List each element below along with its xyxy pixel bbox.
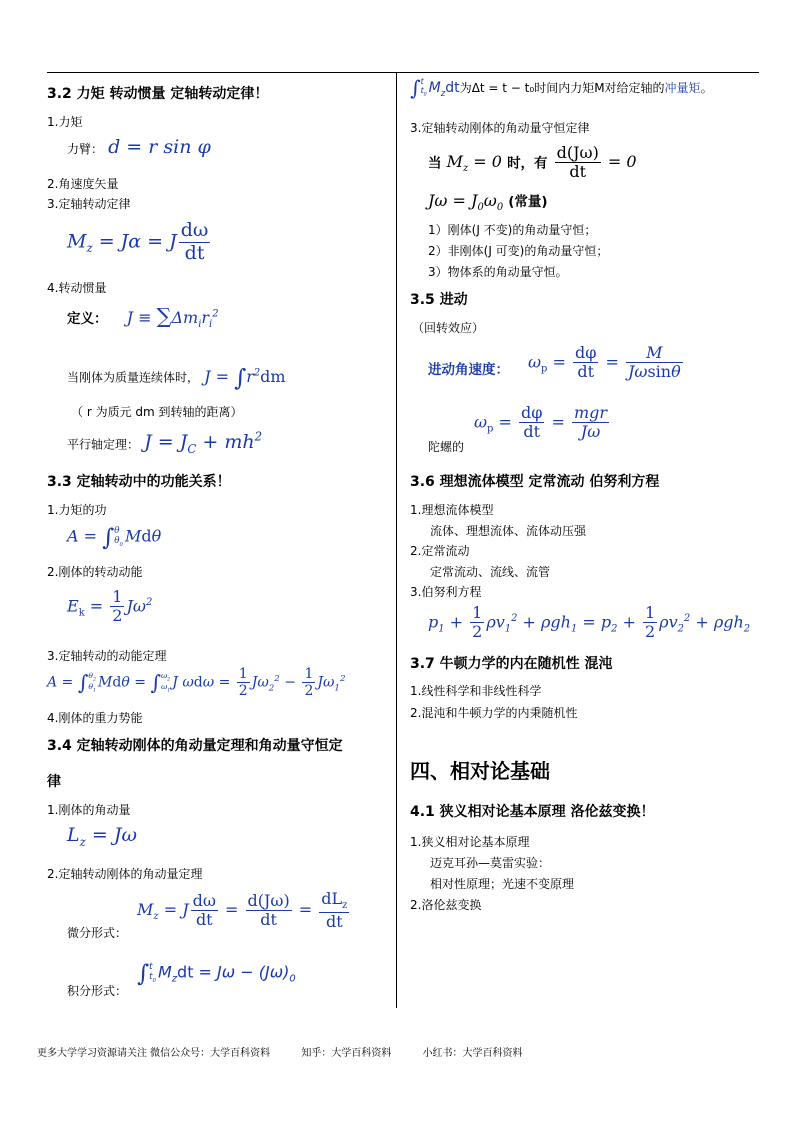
ie-row — [428, 190, 548, 213]
footer-xhs: 小红书：大学百科资料 — [422, 1048, 523, 1059]
when-label: 当 — [428, 155, 442, 172]
force-arm-formula: d = r sin φ — [108, 136, 211, 158]
section-3-5-title: 3.5 进动 — [410, 292, 468, 308]
kinetic-energy-formula: $E_k$ = $\frac{1}{2}$ $J\omega^2$ — [67, 587, 153, 626]
michelson-morley: 迈克耳孙—莫雷实验： — [430, 856, 551, 870]
conservation-item-1: 1）刚体(J 不变)的角动量守恒； — [428, 223, 597, 237]
column-divider — [396, 72, 397, 1008]
chapter-4-title: 四、相对论基础 — [410, 759, 550, 783]
impulse-integral: ∫ t $t_0$ $M_zdt$ — [410, 76, 460, 100]
item-kinetic-energy: 2.刚体的转动动能 — [47, 565, 143, 579]
item-angular-velocity: 2.角速度矢量 — [47, 177, 119, 191]
force-arm-row — [67, 136, 211, 158]
item-torque: 1.力矩 — [47, 115, 83, 129]
section-3-7-title: 3.7 牛顿力学的内在随机性 混沌 — [410, 656, 613, 672]
continuous-row — [67, 364, 286, 391]
impulse-term: 冲量矩 — [664, 80, 701, 95]
gyro-label: 陀螺的 — [428, 440, 465, 454]
rotation-law-formula: $M_z = J\alpha = J$ $\frac{d\omega}{dt}$ — [67, 219, 209, 264]
parallel-axis-formula: $J = J_C + mh^2$ — [144, 430, 263, 457]
conservation-item-2: 2）非刚体(J 可变)的角动量守恒； — [428, 244, 609, 258]
item-conservation-law: 3.定轴转动刚体的角动量守恒定律 — [410, 121, 590, 135]
section-4-1-title: 4.1 狭义相对论基本原理 洛伦兹变换！ — [410, 804, 655, 820]
section-3-2-title: 3.2 力矩 转动惯量 定轴转动定律！ — [47, 86, 269, 102]
gyro-formula: $\omega_p$ = $\frac{d\varphi}{dt}$ = $\frac{\text{mgr}}{J\omega}$ — [474, 403, 608, 442]
ie-formula: $J\omega = J_0\omega_0$ — [428, 191, 504, 214]
item-bernoulli: 3.伯努利方程 — [410, 585, 482, 599]
angular-momentum-formula: $L_z = J\omega$ — [67, 824, 137, 849]
bernoulli-formula: $p_1$ + $\frac{1}{2}$ $\rho v_1^2 + \rho gh_1 = p_2$ + $\frac{1}{2}$ $\rho v_2^2 + \rho gh_2$ — [428, 603, 751, 642]
item-steady-flow: 2.定常流动 — [410, 544, 470, 558]
parallel-axis-label: 平行轴定理： — [67, 437, 140, 452]
item-ideal-fluid: 1.理想流体模型 — [410, 503, 494, 517]
section-3-4-title-line1: 3.4 定轴转动刚体的角动量定理和角动量守恒定 — [47, 738, 343, 754]
when-mid-label: 时，有 — [507, 155, 548, 172]
integral-form-formula: ∫ t $t_0$ $M_zdt = J\omega - (J\omega)_0$ — [137, 960, 296, 987]
when-result: $\frac{d(J\omega)}{dt}$ = 0 — [556, 143, 637, 182]
ideal-fluid-sub: 流体、理想流体、流体动压强 — [430, 524, 587, 538]
differential-form-formula: $M_z = J$ $\frac{d\omega}{dt}$ = $\frac{d(J\omega)}{dt}$ = $\frac{dL_z}{dt}$ — [137, 889, 348, 931]
continuous-label: 当刚体为质量连续体时， — [67, 370, 200, 385]
item-chaos: 2.混沌和牛顿力学的内秉随机性 — [410, 706, 578, 720]
continuous-formula: $J = \int r^2dm$ — [204, 364, 286, 391]
precession-formula: $\omega_p$ = $\frac{d\varphi}{dt}$ = $\frac{M}{J\omega\sin\theta}$ — [528, 343, 681, 382]
conservation-item-3: 3）物体系的角动量守恒。 — [428, 265, 568, 279]
const-label: (常量) — [508, 194, 548, 210]
item-angular-momentum: 1.刚体的角动量 — [47, 803, 131, 817]
footer-wechat: 更多大学学习资源请关注 微信公众号：大学百科资料 — [37, 1048, 271, 1059]
definition-row — [67, 304, 219, 330]
when-condition: $M_z = 0$ — [446, 152, 508, 175]
force-arm-label: 力臂： — [67, 142, 104, 156]
relativity-principle-text: 相对性原理；光速不变原理 — [430, 877, 575, 891]
section-3-3-title: 3.3 定轴转动中的功能关系！ — [47, 474, 231, 490]
item-rotation-law: 3.定轴转动定律 — [47, 197, 131, 211]
differential-form-label: 微分形式： — [67, 926, 128, 940]
item-work-of-torque: 1.力矩的功 — [47, 503, 107, 517]
item-angular-momentum-theorem: 2.定轴转动刚体的角动量定理 — [47, 867, 203, 881]
work-formula: A = ∫ θ $\theta_0$ Mdθ — [67, 524, 162, 551]
inertia-definition-formula: $J \equiv \sum\Delta m_ir_i^2$ — [126, 304, 219, 331]
page-footer — [37, 1044, 551, 1059]
item-relativity-principles: 1.狭义相对论基本原理 — [410, 835, 530, 849]
impulse-row — [410, 76, 713, 100]
definition-label: 定义： — [67, 311, 108, 327]
impulse-text: 为Δt = t − t₀时间内力矩M对给定轴的 — [459, 80, 665, 95]
item-kinetic-energy-theorem: 3.定轴转动的动能定理 — [47, 649, 167, 663]
section-3-4-title-line2: 律 — [47, 774, 61, 790]
impulse-end: 。 — [700, 80, 713, 95]
item-linear-science: 1.线性科学和非线性科学 — [410, 684, 542, 698]
section-3-6-title: 3.6 理想流体模型 定常流动 伯努利方程 — [410, 474, 660, 490]
r-note: （ r 为质元 dm 到转轴的距离） — [71, 405, 243, 419]
precession-note: （回转效应） — [412, 321, 485, 335]
item-gravitational-potential: 4.刚体的重力势能 — [47, 711, 143, 725]
top-rule — [47, 72, 759, 73]
steady-flow-sub: 定常流动、流线、流管 — [430, 565, 551, 579]
when-row — [428, 144, 637, 182]
parallel-axis-row — [67, 430, 262, 456]
integral-form-label: 积分形式： — [67, 984, 128, 998]
kinetic-energy-theorem-formula: A = ∫ $\theta_2$ $\theta_1$ Mdθ = ∫ $\omega_2$ $\omega_1$ J ωdω = $\frac{1}{2}$ $J\omega_2^2$ − $\frac{1}{2}$ $J\omega_1^2$ — [47, 666, 346, 700]
precession-label: 进动角速度： — [428, 362, 509, 378]
item-moment-of-inertia: 4.转动惯量 — [47, 281, 107, 295]
item-lorentz-transform: 2.洛伦兹变换 — [410, 898, 482, 912]
footer-zhihu: 知乎：大学百科资料 — [301, 1048, 392, 1059]
